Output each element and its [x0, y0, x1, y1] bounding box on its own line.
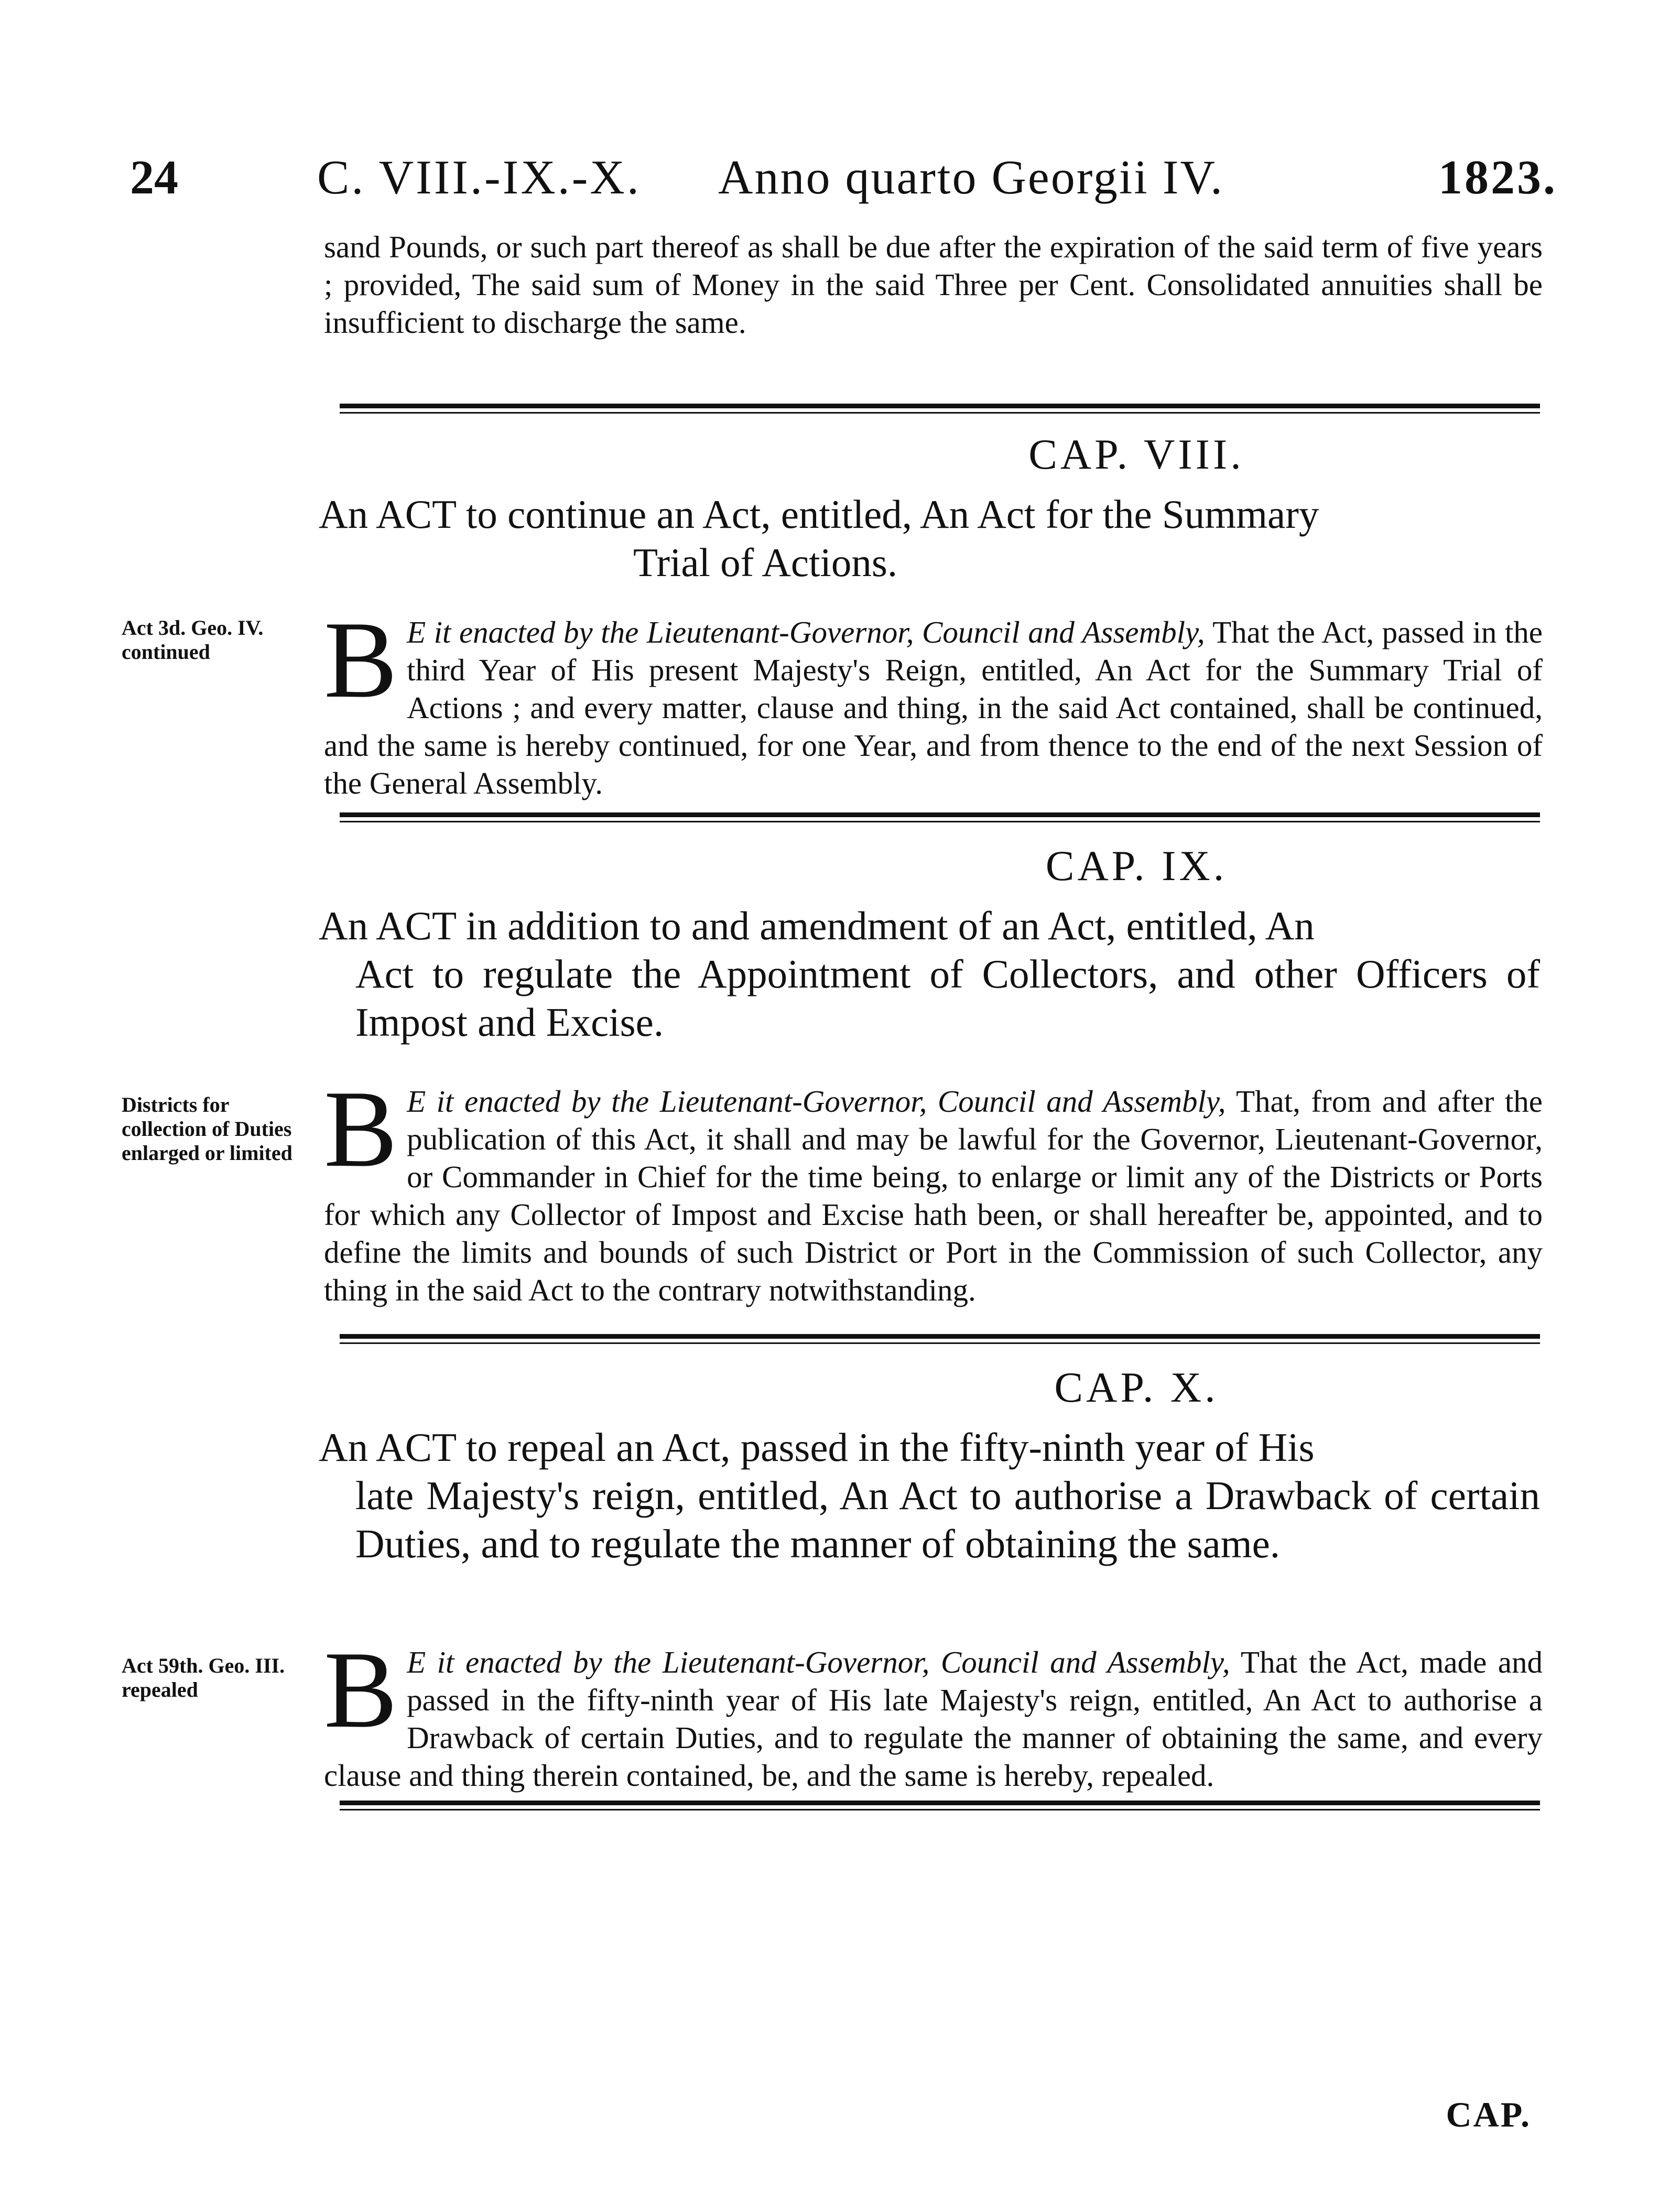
drop-cap: B	[324, 599, 398, 721]
enacting-paragraph	[324, 599, 1543, 802]
margin-note: Districts for collection of Duties enlarged or limited	[122, 1093, 292, 1165]
cap-heading: CAP. X.	[1054, 1363, 1219, 1411]
paragraph-body: That the Act, made and passed in the fifty-ninth year of His late Majesty's reign, entitled, An Act to authorise a Drawback of certain Duties, and to regulate the manner of obtaining the same, and every clause and thing therein contained, be, and the same is hereby, repealed.	[324, 1645, 1543, 1793]
act-title-continuation: Act to regulate the Appointment of Collectors, and other Officers of Impost and Excise.	[355, 951, 1540, 1045]
act-title	[319, 490, 1540, 587]
act-title-continuation: late Majesty's reign, entitled, An Act to authorise a Drawback of certain Duties, and to regulate the manner of obtaining the same.	[355, 1473, 1540, 1566]
act-title-continuation: Trial of Actions.	[633, 540, 898, 585]
act-title	[319, 902, 1540, 1046]
section-rule	[340, 812, 1540, 827]
enacting-paragraph	[324, 1629, 1543, 1794]
enacting-clause: E it enacted by the Lieutenant-Governor, Council and Assembly,	[407, 1084, 1226, 1119]
act-title-line: An ACT to continue an Act, entitled, An Act for the Summary	[319, 492, 1319, 537]
year: 1823.	[1438, 150, 1557, 204]
act-title-line: An ACT to repeal an Act, passed in the fifty-ninth year of His	[319, 1425, 1315, 1470]
margin-note: Act 3d. Geo. IV. continued	[122, 616, 264, 664]
act-title	[319, 1423, 1540, 1568]
enacting-clause: E it enacted by the Lieutenant-Governor, Council and Assembly,	[407, 615, 1205, 649]
enacting-clause: E it enacted by the Lieutenant-Governor, Council and Assembly,	[407, 1645, 1230, 1679]
running-header	[0, 149, 1670, 212]
cap-heading: CAP. VIII.	[1028, 430, 1244, 478]
enacting-paragraph	[324, 1068, 1543, 1309]
drop-cap: B	[324, 1068, 398, 1190]
drop-cap: B	[324, 1629, 398, 1751]
carryover-paragraph: sand Pounds, or such part thereof as shall be due after the expiration of the said term of five years ; provided, The said sum of Money in the said Three per Cent. Consolidated annuities shall be insufficient to discharge the same.	[324, 230, 1543, 340]
act-title-line: An ACT in addition to and amendment of an Act, entitled, An	[319, 903, 1315, 948]
section-rule	[340, 1334, 1540, 1349]
chapter-range: C. VIII.-IX.-X.	[317, 150, 641, 204]
margin-note: Act 59th. Geo. III. repealed	[122, 1654, 285, 1701]
paragraph-body: That the Act, passed in the third Year of His present Majesty's Reign, entitled, An Act for the Summary Trial of Actions ; and every matter, clause and thing, in the said Act contained, shall be continued, and the same is hereby continued, for one Year, and from thence to the end of the next Session of the General Assembly.	[324, 615, 1543, 800]
section-rule	[340, 1801, 1540, 1815]
paragraph-body: That, from and after the publication of this Act, it shall and may be lawful for the Governor, Lieutenant-Governor, or Commander in Chief for the time being, to enlarge or limit any of the Districts or Ports for which any Collector of Impost and Excise hath been, or shall hereafter be, appointed, and to define the limits and bounds of such District or Port in the Commission of such Collector, any thing in the said Act to the contrary notwithstanding.	[324, 1084, 1543, 1307]
section-rule	[340, 404, 1540, 418]
cap-heading: CAP. IX.	[1045, 842, 1228, 890]
page-number: 24	[130, 150, 178, 204]
regnal-title: Anno quarto Georgii IV.	[718, 150, 1224, 204]
catchword: CAP.	[1446, 2095, 1531, 2134]
